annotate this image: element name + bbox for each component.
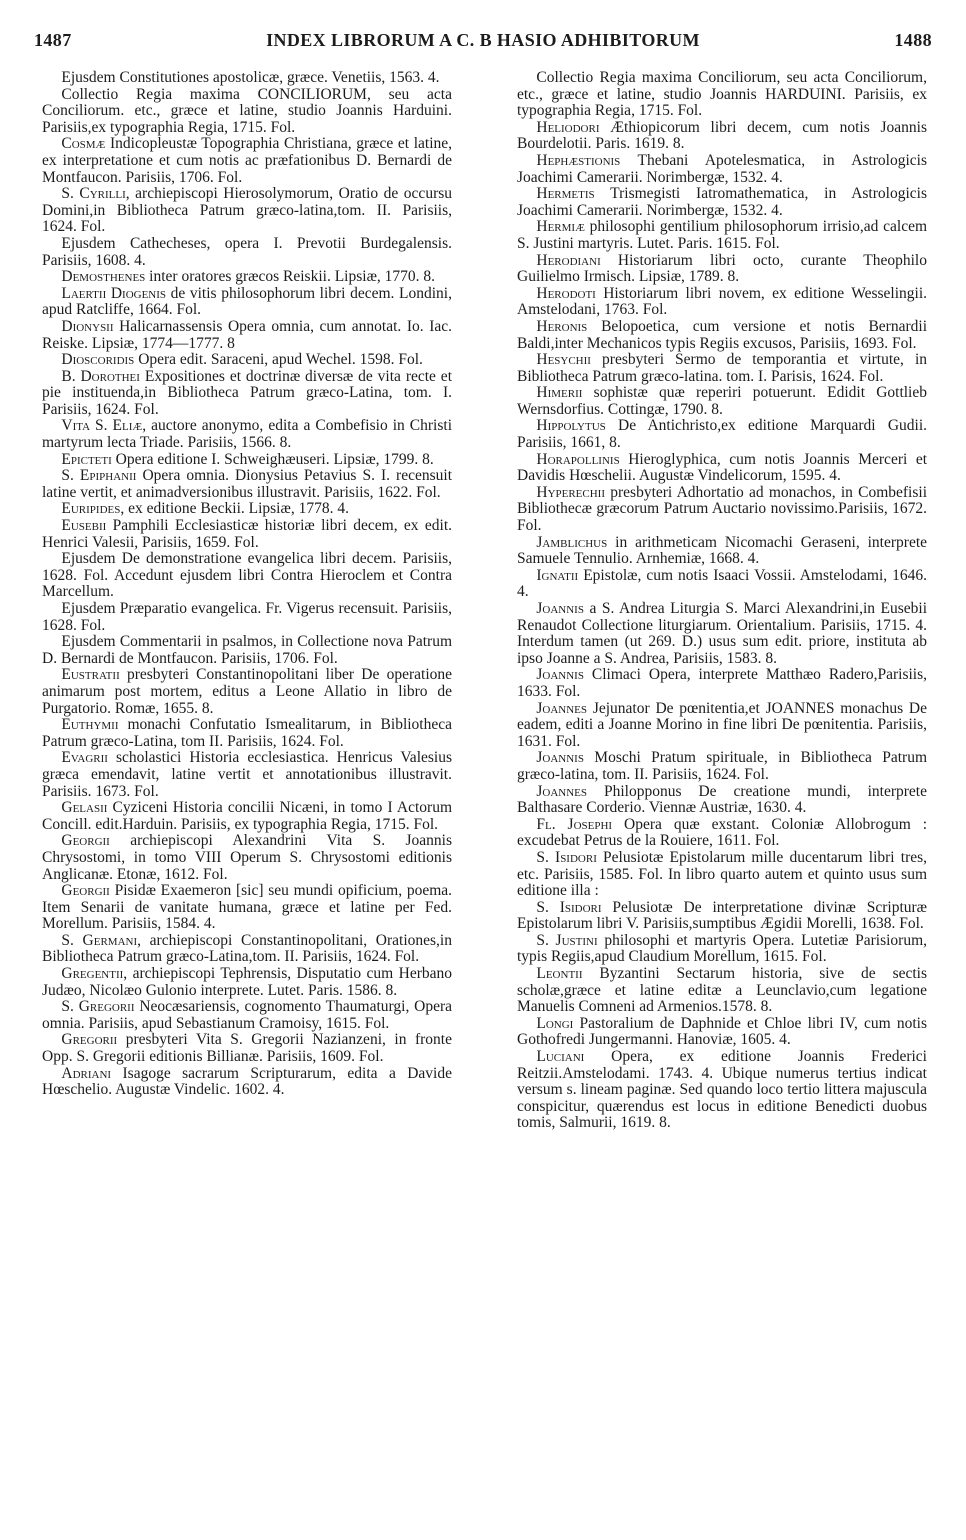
index-entry [42,518,452,551]
right-column [517,70,927,1132]
entry-text: archiepiscopi Tephrensis, Disputatio cum Herbano Judæo, Nicolæo Gulonio interprete. Lutet. Paris. 1586. 8. [42,965,453,999]
entry-text: sophistæ quæ reperiri potuerunt. Edidit Gottlieb Wernsdorfius. Cottingæ, 1790. 8. [517,384,927,418]
entry-text: Ejusdem De demonstratione evangelica libri decem. Parisiis, 1628. Fol. Accedunt ejusdem libri Contra Hieroclem et Contra Marcellum. [42,550,452,601]
index-entry [42,601,452,634]
entry-author: S. Cyrilli, [61,185,130,203]
index-entry [517,750,927,783]
entry-text: Philopponus De creatione mundi, interprete Balthasare Corderio. Viennæ Austriæ, 1630. 4. [517,782,927,817]
index-entry [42,634,452,667]
left-column [42,70,452,1099]
entry-author: Hermetis [536,185,595,203]
entry-author: Leontii [536,965,583,983]
entry-author: B. Dorothei [61,367,140,385]
entry-author: Epicteti [61,450,112,468]
page-header [34,30,932,60]
entry-text: Opera omnia. Dionysius Petavius S. I. recensuit latine vertit, et animadversionibus illustravit. Parisiis, 1622. Fol. [42,467,452,501]
entry-text: Isagoge sacrarum Scripturarum, edita a Davide Hœschelio. Augustæ Vindelic. 1602. 4. [42,1064,452,1099]
index-entry [517,120,927,153]
index-entry [517,601,927,667]
entry-author: Eusebii [61,517,107,535]
entry-text: De Antichristo,ex editione Marquardi Gudii. Parisiis, 1661, 8. [517,417,927,452]
index-entry [42,999,452,1032]
entry-text: Pelusiotæ Epistolarum mille ducentarum libri tres, etc. Parisiis, 1585. Fol. In libro quarto autem et quinto usus sum editione illa : [517,848,928,900]
entry-author: Joannis [536,749,584,767]
entry-author: S. Isidori [536,898,602,916]
index-entry [42,800,452,833]
entry-text: Ejusdem Constitutiones apostolicæ, græce. Venetiis, 1563. 4. [61,69,440,86]
entry-text: Opera editione I. Schweighæuseri. Lipsiæ, 1799. 8. [115,450,434,468]
entry-text: philosophi et martyris Opera. Lutetiæ Parisiorum, typis Regiis,apud Claudium Morellum, 1615. Fol. [517,931,928,966]
entry-text: Climaci Opera, interprete Matthæo Radero,Parisiis, 1633. Fol. [517,666,928,700]
index-entry [42,136,452,186]
index-entry [517,966,927,1016]
entry-text: Ejusdem Præparatio evangelica. Fr. Vigerus recensuit. Parisiis, 1628. Fol. [42,600,452,634]
entry-text: philosophi gentilium philosophorum irrisio,ad calcem S. Justini martyris. Lutet. Paris. 1615. Fol. [517,218,928,252]
index-entry [517,1049,927,1132]
entry-text: a S. Andrea Liturgia S. Marci Alexandrini,in Eusebii Renaudot Collectione liturgiarum. Orientalium. Parisiis, 1715. 4. Interdum tamen (ut 269. D.) usus sum edit. priore, instituta ab ipso Joanne a S. Andrea, Parisiis, 1583. 8. [517,600,928,667]
entry-text: presbyteri Vita S. Gregorii Nazianzeni, in fronte Opp. S. Gregorii editionis Billianæ. Parisiis, 1609. Fol. [42,1031,452,1066]
index-entry [42,833,452,883]
index-entry [517,933,927,966]
entry-text: presbyteri Adhortatio ad monachos, in Combefisii Bibliothecæ græcorum Patrum Auctario novissimo.Parisiis, 1672. Fol. [517,483,927,535]
index-entry [517,70,927,120]
entry-author: S. Isidori [536,848,597,866]
index-entry [42,501,452,518]
entry-author: Horapollinis [536,450,620,468]
page-number-left: 1487 [34,30,72,50]
entry-author: Adriani [61,1064,112,1082]
running-title: INDEX LIBRORUM A C. B HASIO ADHIBITORUM [266,30,700,50]
entry-author: Himerii [536,384,583,402]
index-entry [517,667,927,700]
entry-author: Georgii [61,882,110,900]
index-entry [517,253,927,286]
entry-text: Epistolæ, cum notis Isaaci Vossii. Amstelodami, 1646. 4. [517,566,928,601]
entry-author: Joannis [536,666,584,684]
entry-author: Dionysii [61,317,114,335]
page-number-right: 1488 [894,30,932,50]
index-entry [517,1016,927,1049]
entry-text: Ejusdem Commentarii in psalmos, in Collectione nova Patrum D. Bernardi de Montfaucon. Parisiis, 1706. Fol. [42,633,452,667]
index-entry [517,784,927,817]
index-entry [42,966,452,999]
index-entry [42,551,452,601]
entry-author: S. Justini [536,931,598,949]
entry-text: Moschi Pratum spirituale, in Bibliotheca Patrum græco-latina, tom. II. Parisiis, 1624. Fol. [517,749,927,783]
entry-author: Euthymii [61,716,119,734]
index-entry [42,883,452,933]
entry-author: Laertii Diogenis [61,284,167,302]
entry-author: Jamblichus [536,533,608,551]
index-entry [42,667,452,717]
index-entry [42,236,452,269]
index-entry [42,269,452,286]
entry-author: Gelasii [61,799,108,817]
entry-text: Collectio Regia maxima CONCILIORUM, seu acta Conciliorum. etc., græce et latine, studio Joannis Harduini. Parisiis,ex typographia Regia, 1715. Fol. [42,85,452,136]
index-entry [517,452,927,485]
entry-author: Hyperechii [536,483,606,501]
entry-text: Pisidæ Exaemeron [sic] seu mundi opificium, poema. Item Senarii de vanitate humana, græce et latine per Fed. Morellum. Parisiis, 1584. 4. [42,882,453,933]
entry-text: scholastici Historia ecclesiastica. Henricus Valesius græca emendavit, latine vertit et annotationibus illustravit. Parisiis. 1673. Fol. [42,749,452,800]
entry-author: Herodoti [536,284,596,302]
index-entry [42,186,452,236]
entry-author: Ignatii [536,566,579,584]
entry-author: Longi [536,1014,574,1032]
entry-text: Indicopleustæ Topographia Christiana, græce et latine, ex interpretatione et cum notis ac præfationibus D. Bernardi de Montfaucon. Parisiis, 1706. Fol. [42,135,453,186]
entry-text: Jejunator De pœnitentia,et JOANNES monachus De eadem, editi a Joanne Morino in fine libri De pœnitentia. Parisiis, 1631. Fol. [517,699,927,750]
entry-text: Collectio Regia maxima Conciliorum, seu acta Conciliorum, etc., græce et latine, studio Joannis HARDUINI. Parisiis, ex typographia Regia, 1715. Fol. [517,69,927,120]
index-entry [517,219,927,252]
index-entry [517,850,927,900]
index-entry [42,1066,452,1099]
entry-text: Opera quæ exstant. Coloniæ Allobrogum : excudebat Petrus de la Rouiere, 1611. Fol. [517,815,927,850]
index-entry [42,87,452,137]
entry-author: Gregentii, [61,965,128,983]
entry-text: Halicarnassensis Opera omnia, cum annotat. Io. Iac. Reiske. Lipsiæ, 1774—1777. 8 [42,317,452,352]
index-entry [517,385,927,418]
entry-author: Heronis [536,317,588,335]
index-entry [42,352,452,369]
index-entry [42,468,452,501]
index-entry [517,352,927,385]
entry-text: ex editione Beckii. Lipsiæ, 1778. 4. [128,500,349,518]
entry-text: Pelusiotæ De interpretatione divinæ Scripturæ Epistolarum libri V. Parisiis,sumptibus Ægidii Morelli, 1638. Fol. [517,898,928,933]
entry-author: Evagrii [61,749,108,767]
entry-text: presbyteri Constantinopolitani liber De operatione animarum post mortem, editus a Leone Allatio in libro de Purgatorio. Romæ, 1655. 8. [42,666,452,717]
entry-author: Joannes [536,782,588,800]
index-entry [517,186,927,219]
entry-author: S. Epiphanii [61,467,137,485]
entry-text: Expositiones et doctrinæ diversæ de vita recte et pie instituenda,in Bibliotheca Patrum græco-Latina, tom. I. Parisiis, 1624. Fol. [42,367,452,418]
entry-text: Pamphili Ecclesiasticæ historiæ libri decem, ex edit. Henrici Valesii, Parisiis, 1659. Fol. [42,517,452,551]
entry-author: Vita S. Eliæ, [61,417,147,435]
index-entry [42,933,452,966]
entry-text: Historiarum libri novem, ex editione Wesselingii. Amstelodani, 1763. Fol. [517,284,928,319]
index-entry [517,153,927,186]
entry-author: Georgii [61,832,110,850]
entry-author: S. Gregorii [61,998,135,1016]
entry-author: Dioscoridis [61,351,135,369]
entry-text: archiepiscopi Alexandrini Vita S. Joannis Chrysostomi, in tomo VIII Operum S. Chrysostomi editionis Anglicanæ. Etonæ, 1612. Fol. [42,832,452,883]
entry-author: Hesychii [536,351,591,369]
entry-text: Ejusdem Cathecheses, opera I. Prevotii Burdegalensis. Parisiis, 1608. 4. [42,234,452,269]
entry-author: Heliodori [536,118,600,136]
index-entry [517,900,927,933]
index-entry [517,485,927,535]
entry-text: in arithmeticam Nicomachi Geraseni, interprete Samuele Tennulio. Arnhemiæ, 1668. 4. [517,533,928,568]
index-entry [42,750,452,800]
entry-text: Opera edit. Saraceni, apud Wechel. 1598. Fol. [138,351,423,369]
entry-text: Belopoetica, cum versione et notis Bernardii Baldi,inter Mechanicos typis Regiis excusos, Parisiis, 1693. Fol. [517,317,927,352]
index-entry [42,452,452,469]
index-entry [517,568,927,601]
index-entry [517,286,927,319]
entry-text: auctore anonymo, edita a Combefisio in Christi martyrum lecta Triade. Parisiis, 1566. 8. [42,417,453,452]
entry-author: Eustratii [61,666,120,684]
index-entry [42,369,452,419]
entry-author: Gregorii [61,1031,118,1049]
index-entry [42,418,452,451]
index-entry [42,1032,452,1065]
entry-author: Luciani [536,1048,585,1066]
index-entry [42,319,452,352]
index-entry [42,70,452,87]
entry-text: archiepiscopi Hierosolymorum, Oratio de occursu Domini,in Bibliotheca Patrum græco-latina,tom. II. Parisiis, 1624. Fol. [42,185,453,236]
entry-text: inter oratores græcos Reiskii. Lipsiæ, 1770. 8. [149,268,436,286]
index-entry [42,717,452,750]
index-entry [517,418,927,451]
entry-text: Byzantini Sectarum historia, sive de sectis scholæ,græce et latine editæ a Leunclavio,cum legatione Manuelis Comneni ad Armenios.1578. 8. [517,965,928,1016]
index-entry [517,535,927,568]
index-entry [517,817,927,850]
entry-text: Opera, ex editione Joannis Frederici Reitzii.Amstelodami. 1743. 4. Ubique numerus tertius indicat versum s. lineam paginæ. Sed quando loco tertio littera majuscula conspicitur, quærendus est locus in editione Benedicti duobus tomis, Salmurii, 1619. 8. [517,1048,927,1132]
entry-text: Pastoralium de Daphnide et Chloe libri IV, cum notis Gothofredi Jungermanni. Hanoviæ, 1605. 4. [517,1014,928,1049]
entry-text: de vitis philosophorum libri decem. Londini, apud Ratcliffe, 1664. Fol. [42,284,452,319]
entry-text: presbyteri Sermo de temporantia et virtute, in Bibliotheca Patrum græco-latina. tom. I. Parisis, 1624. Fol. [517,351,928,385]
entry-author: S. Germani, [61,931,141,949]
entry-author: Cosmæ [61,135,106,153]
entry-author: Euripides, [61,500,125,518]
entry-author: Demosthenes [61,268,146,286]
entry-author: Hermiæ [536,218,585,236]
entry-text: Thebani Apotelesmatica, in Astrologicis Joachimi Camerarii. Norimbergæ, 1532. 4. [517,151,927,186]
entry-author: Hippolytus [536,417,606,435]
entry-author: Herodiani [536,251,601,269]
index-entry [517,701,927,751]
index-entry [517,319,927,352]
entry-text: Neocæsariensis, cognomento Thaumaturgi, Opera omnia. Parisiis, apud Sebastianum Cramoisy, 1615. Fol. [42,998,453,1032]
entry-text: monachi Confutatio Ismealitarum, in Bibliotheca Patrum græco-Latina, tom II. Parisiis, 1624. Fol. [42,716,452,750]
entry-author: Joannis [536,600,584,617]
entry-text: archiepiscopi Constantinopolitani, Orationes,in Bibliotheca Patrum græco-Latina,tom. II. Parisiis, 1624. Fol. [42,931,452,966]
entry-text: Æthiopicorum libri decem, cum notis Joannis Bourdelotii. Paris. 1619. 8. [517,118,928,153]
entry-text: Historiarum libri octo, curante Theophilo Guilielmo Irmisch. Lipsiæ, 1789. 8. [517,251,927,286]
index-entry [42,286,452,319]
entry-author: Hephæstionis [536,151,621,169]
entry-text: Hieroglyphica, cum notis Joannis Merceri et Davidis Hœschelii. Augustæ Vindelicorum, 1595. 4. [517,450,928,485]
entry-author: Joannes [536,699,588,717]
entry-author: Fl. Josephi [536,815,613,833]
entry-text: Trismegisti Iatromathematica, in Astrologicis Joachimi Camerarii. Norimbergæ, 1532. 4. [517,185,927,219]
entry-text: Cyziceni Historia concilii Nicæni, in tomo I Actorum Concill. edit.Harduin. Parisiis, ex typographia Regia, 1715. Fol. [42,799,453,833]
